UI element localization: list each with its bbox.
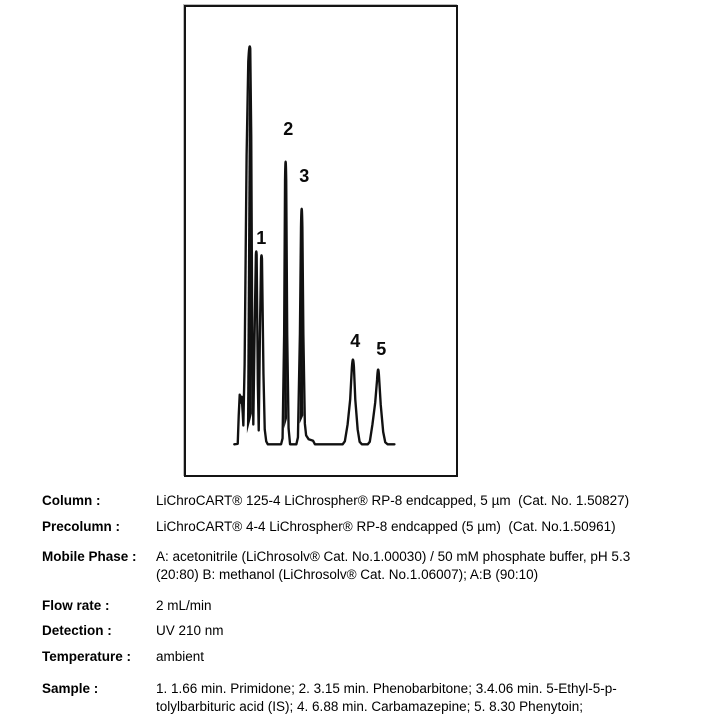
method-row-column: [42, 492, 629, 510]
method-label: Temperature :: [42, 649, 132, 664]
peak-label-4: 4: [350, 331, 360, 351]
method-label: Flow rate :: [42, 598, 110, 613]
method-value: UV 210 nm: [156, 623, 224, 638]
peak-label-1: 1: [256, 228, 266, 248]
method-row-precolumn: [42, 518, 616, 536]
peak-label-3: 3: [299, 166, 309, 186]
method-value: 2 mL/min: [156, 598, 212, 613]
method-row-mobile-phase: [42, 548, 672, 583]
method-label: Sample :: [42, 681, 99, 696]
method-value: LiChroCART® 4-4 LiChrospher® RP-8 endcapped (5 µm) (Cat. No.1.50961): [156, 519, 616, 534]
method-label: Column :: [42, 493, 101, 508]
method-value: LiChroCART® 125-4 LiChrospher® RP-8 endcapped, 5 µm (Cat. No. 1.50827): [156, 493, 630, 508]
peak-label-2: 2: [283, 119, 293, 139]
peak-label-5: 5: [376, 339, 386, 359]
method-row-detection: [42, 622, 224, 640]
method-value: 1. 1.66 min. Primidone; 2. 3.15 min. Phenobarbitone; 3.4.06 min. 5-Ethyl-5-p-tolylbarbituric acid (IS); 4. 6.88 min. Carbamazepine; 5. 8.30 Phenytoin;: [156, 681, 617, 714]
method-row-sample: [42, 680, 672, 715]
chromatogram-trace-svg: [186, 7, 456, 475]
method-row-temperature: [42, 648, 204, 666]
method-label: Detection :: [42, 623, 112, 638]
method-value: ambient: [156, 649, 205, 664]
method-label: Precolumn :: [42, 519, 121, 534]
method-value: A: acetonitrile (LiChrosolv® Cat. No.1.00030) / 50 mM phosphate buffer, pH 5.3 (20:80) B: methanol (LiChrosolv® Cat. No.1.06007); A:B (90:10): [156, 549, 634, 582]
method-row-flow-rate: [42, 597, 212, 615]
method-label: Mobile Phase :: [42, 549, 137, 564]
chromatogram-panel: [184, 5, 458, 477]
